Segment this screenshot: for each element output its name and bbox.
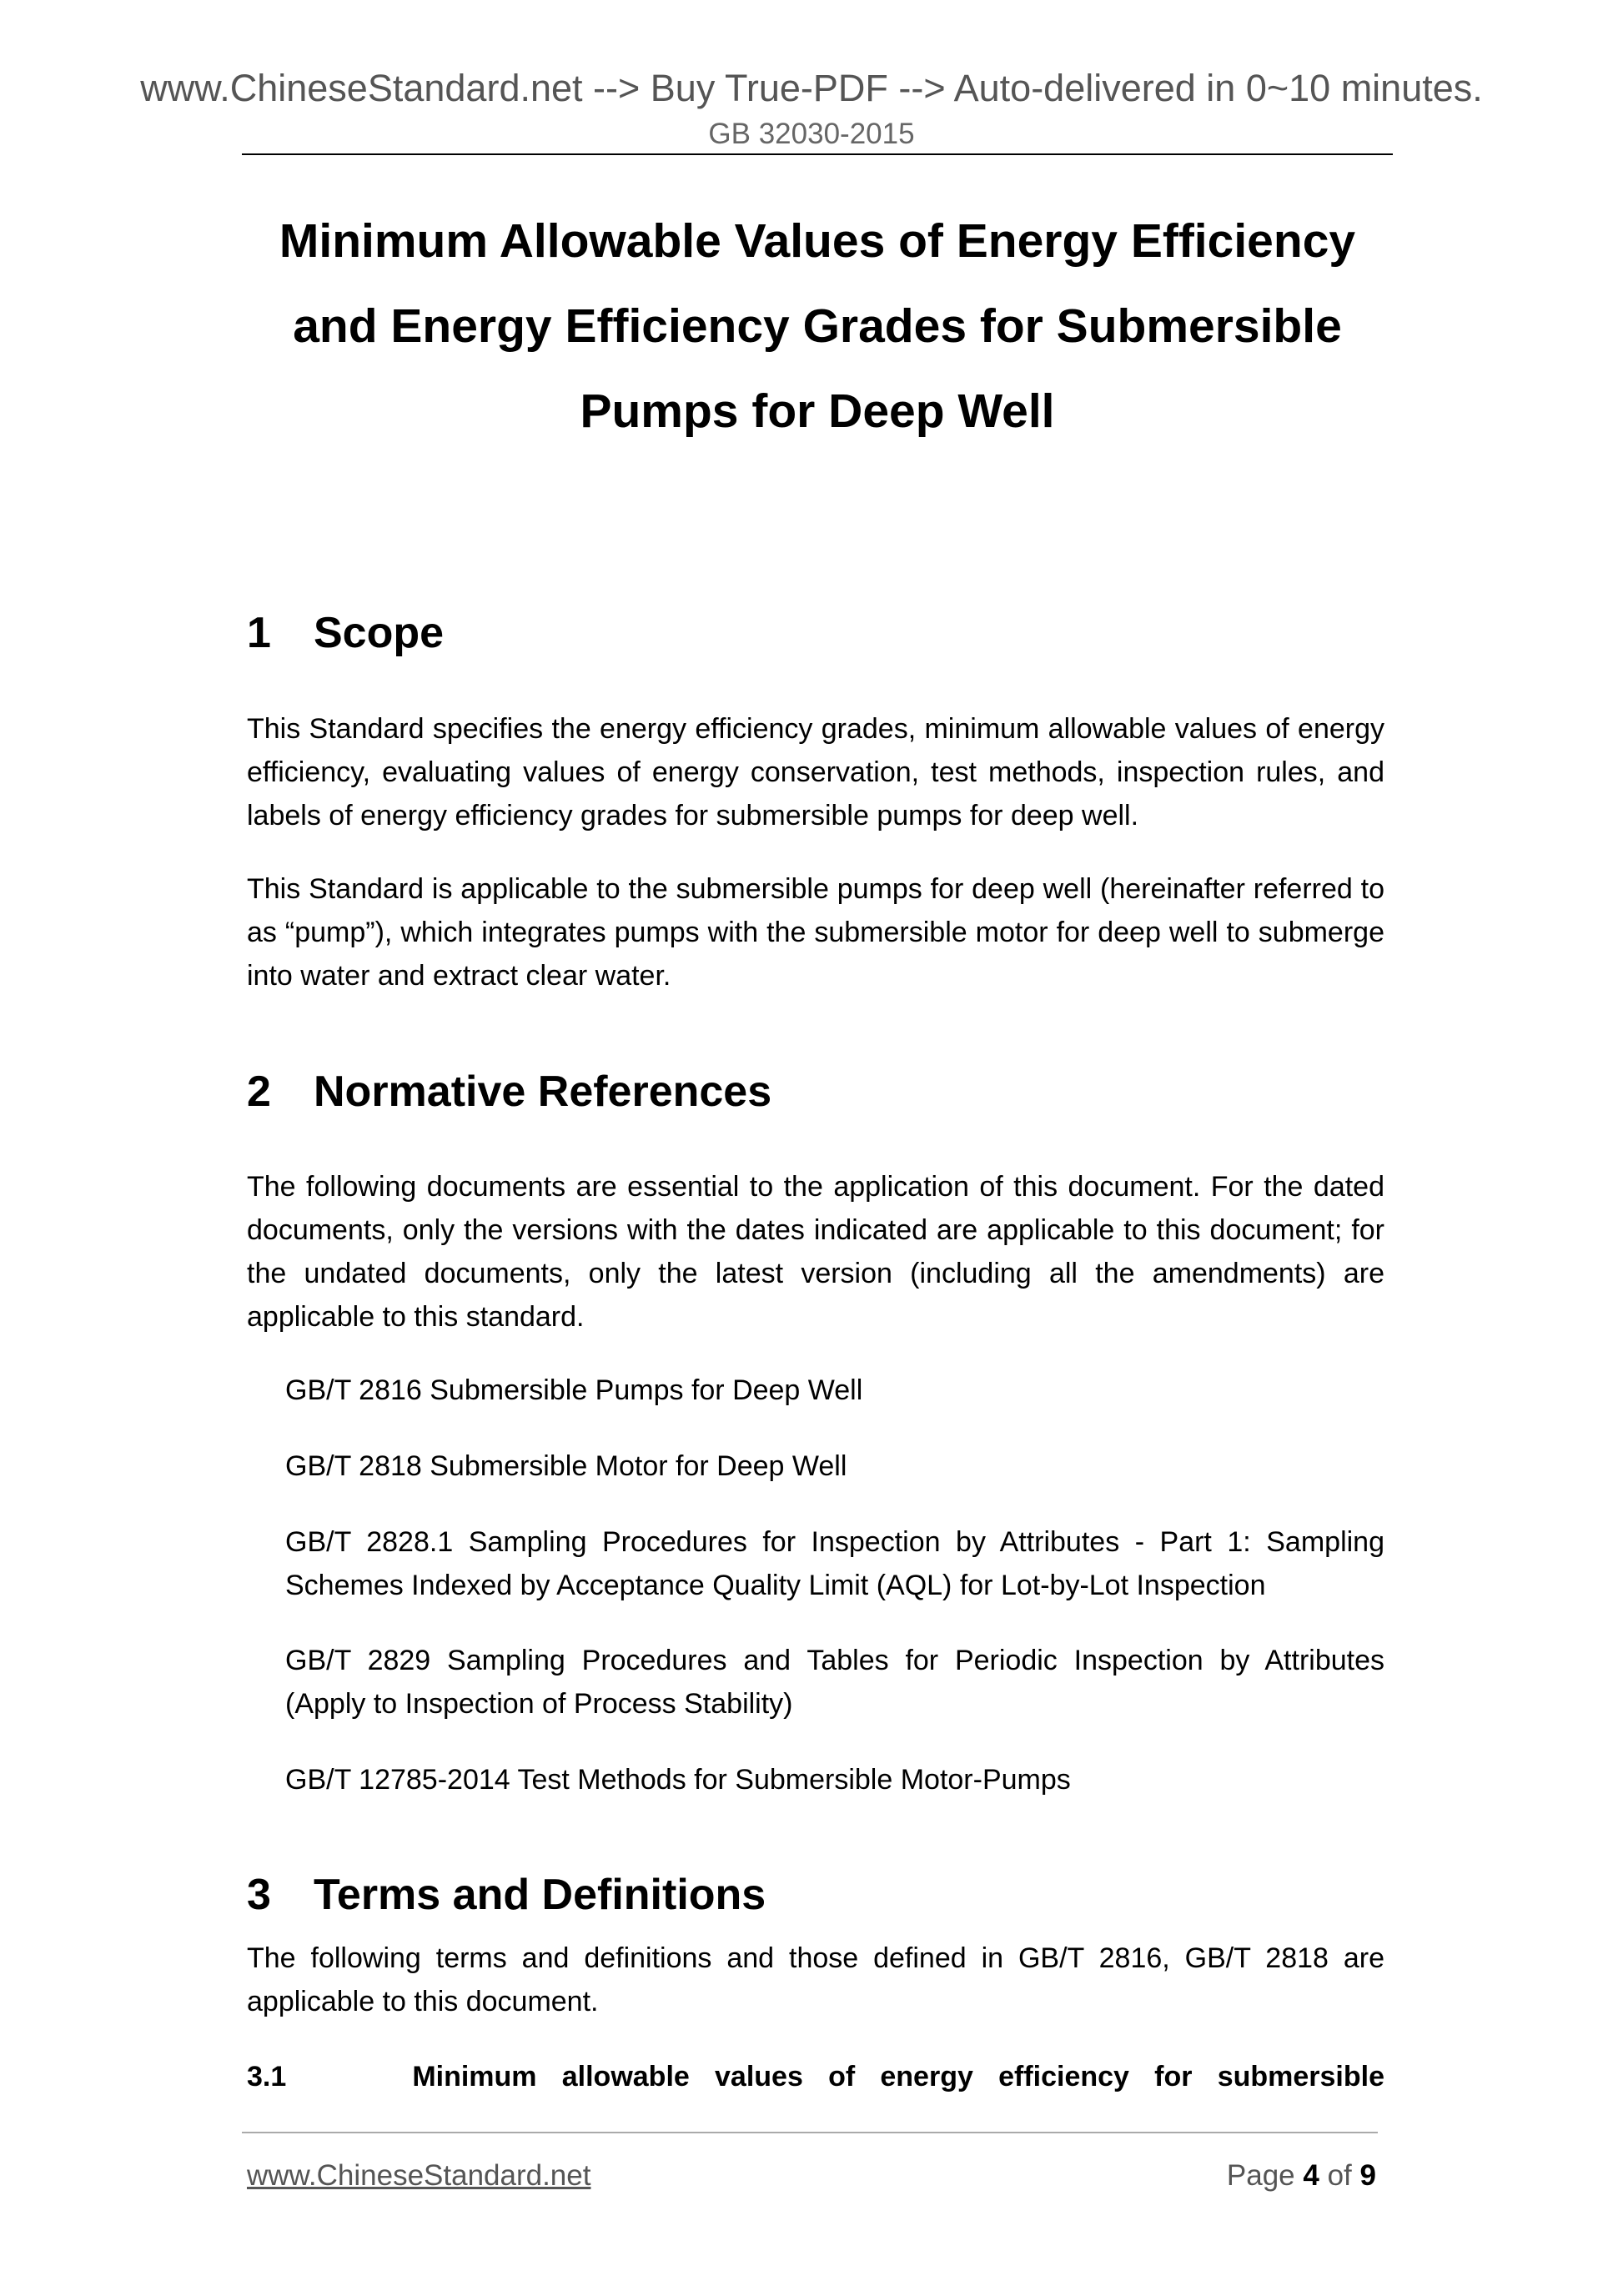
reference-item: GB/T 2818 Submersible Motor for Deep Well [285,1450,847,1482]
standard-code: GB 32030-2015 [708,118,915,150]
header-banner: www.ChineseStandard.net --> Buy True-PDF --> Auto-delivered in 0~10 minutes. [140,67,1483,109]
section-2-heading [247,1065,771,1118]
reference-item: GB/T 12785-2014 Test Methods for Submersible Motor-Pumps [285,1764,1071,1796]
scope-paragraph-2: This Standard is applicable to the submersible pumps for deep well (hereinafter referred to as “pump”), which integrates pumps with the submersible motor for deep well to submerge into water and extract clear water. [247,873,1384,992]
subclause-number: 3.1 [247,2061,287,2093]
header-divider [242,153,1393,155]
section-title: Scope [314,609,445,657]
page-label: Page [1226,2159,1295,2192]
page-current: 4 [1303,2159,1319,2192]
section-number: 3 [247,1871,271,1919]
title-line-3: Pumps for Deep Well [580,384,1055,438]
footer-website-link[interactable]: www.ChineseStandard.net [247,2159,591,2192]
page-indicator [1227,2157,1376,2195]
normative-intro: The following documents are essential to the application of this document. For the dated documents, only the versions with the dates indicated are applicable to this document; for the undated documents, only the latest version (including all the amendments) are applicable to this standard. [247,1171,1384,1333]
section-number: 1 [247,609,271,657]
page-total: 9 [1359,2159,1376,2192]
scope-paragraph-1: This Standard specifies the energy efficiency grades, minimum allowable values of energy efficiency, evaluating values of energy conservation, test methods, inspection rules, and labels of energy efficiency grades for submersible pumps for deep well. [247,713,1384,831]
reference-item: GB/T 2816 Submersible Pumps for Deep Well [285,1374,863,1406]
subclause-3-1 [247,2055,1384,2098]
section-1-heading [247,606,444,660]
section-title: Normative References [314,1068,772,1116]
title-line-2: and Energy Efficiency Grades for Submersible [293,299,1342,353]
section-title: Terms and Definitions [314,1871,766,1919]
title-line-1: Minimum Allowable Values of Energy Efficiency [279,214,1356,268]
terms-intro: The following terms and definitions and those defined in GB/T 2816, GB/T 2818 are applicable to this document. [247,1942,1384,2017]
page-of-label: of [1327,2159,1352,2192]
footer-divider [242,2132,1378,2133]
section-number: 2 [247,1068,271,1116]
subclause-title: Minimum allowable values of energy efficiency for submersible [412,2061,1384,2093]
document-title [242,198,1393,454]
section-3-heading [247,1868,766,1922]
reference-item: GB/T 2828.1 Sampling Procedures for Inspection by Attributes - Part 1: Sampling Schemes Indexed by Acceptance Quality Limit (AQL) for Lot-by-Lot Inspection [285,1526,1384,1601]
reference-item: GB/T 2829 Sampling Procedures and Tables for Periodic Inspection by Attributes (Apply to Inspection of Process Stability) [285,1645,1384,1720]
